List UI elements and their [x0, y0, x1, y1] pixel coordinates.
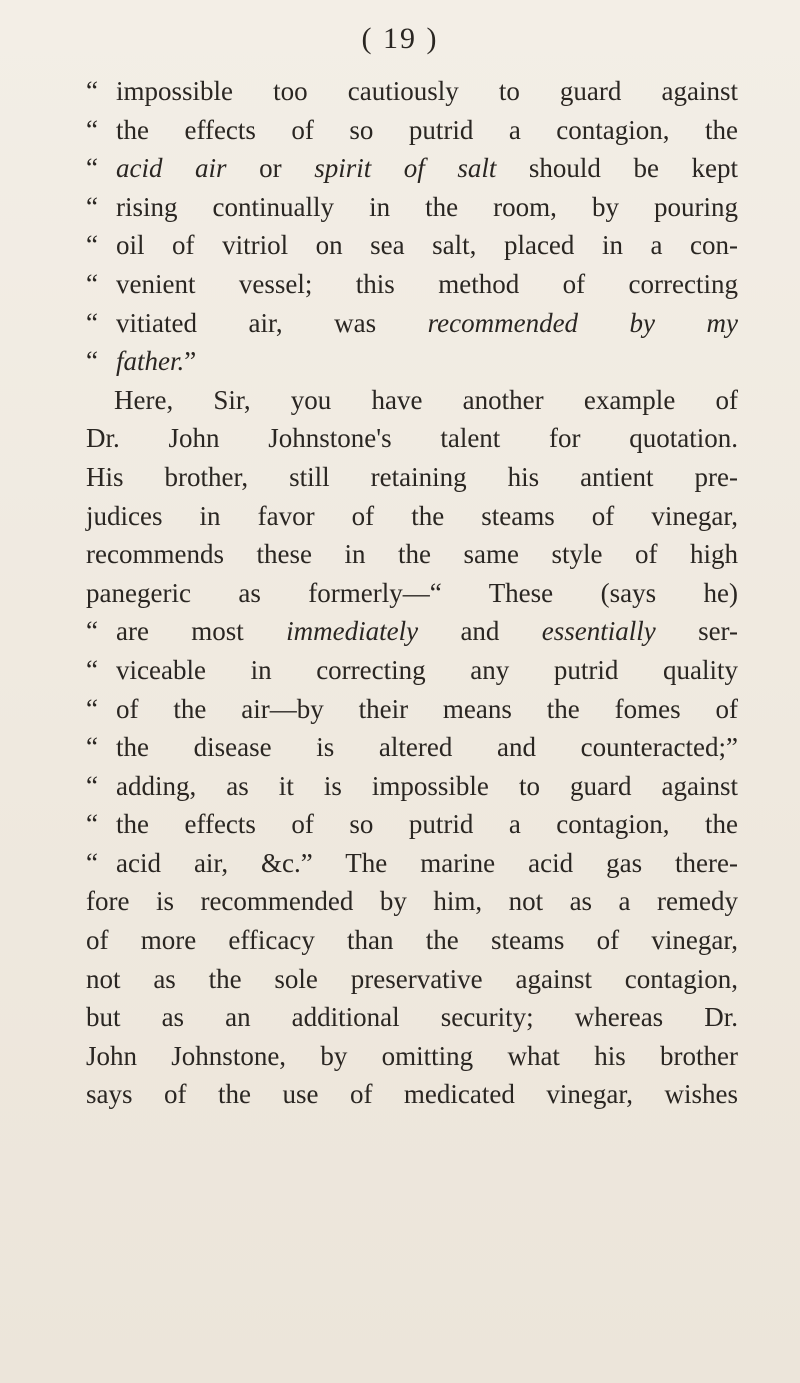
text-line [86, 149, 738, 188]
line-text: father.” [116, 346, 197, 377]
text-line [86, 265, 738, 304]
quote-mark: “ [86, 114, 98, 145]
line-text: the disease is altered and counteracted;” [116, 732, 738, 763]
text-line [86, 728, 738, 767]
line-text: Here, Sir, you have another example of [114, 384, 738, 415]
quote-mark: “ [86, 346, 98, 377]
text-line [86, 651, 738, 690]
line-text: are most immediately and essentially ser- [116, 616, 738, 647]
text-line [86, 921, 738, 960]
quote-mark: “ [86, 809, 98, 840]
text-line [86, 226, 738, 265]
text-line [86, 1075, 738, 1114]
body-text [86, 72, 738, 1114]
text-line [86, 497, 738, 536]
text-line [86, 767, 738, 806]
text-line [86, 188, 738, 227]
quote-mark: “ [86, 230, 98, 261]
text-line [86, 72, 738, 111]
line-text: venient vessel; this method of correcting [116, 268, 738, 299]
text-line [86, 381, 738, 420]
line-text: adding, as it is impossible to guard against [116, 770, 738, 801]
line-text: the effects of so putrid a contagion, the [116, 114, 738, 145]
line-text: of more efficacy than the steams of vinegar, [86, 925, 738, 956]
line-text: of the air—by their means the fomes of [116, 693, 738, 724]
line-text: oil of vitriol on sea salt, placed in a con- [116, 230, 738, 261]
text-line [86, 574, 738, 613]
quote-mark: “ [86, 616, 98, 647]
line-text: fore is recommended by him, not as a remedy [86, 886, 738, 917]
text-line [86, 844, 738, 883]
quote-mark: “ [86, 770, 98, 801]
line-text: impossible too cautiously to guard against [116, 76, 738, 106]
page-number: ( 19 ) [361, 22, 439, 55]
line-text: but as an additional security; whereas Dr. [86, 1002, 738, 1033]
text-line [86, 419, 738, 458]
quote-mark: “ [86, 847, 98, 878]
line-text: acid air or spirit of salt should be kept [116, 153, 739, 184]
line-text: rising continually in the room, by pouring [116, 191, 738, 222]
text-line [86, 535, 738, 574]
line-text: acid air, &c.” The marine acid gas there- [116, 847, 738, 878]
quote-mark: “ [86, 654, 98, 685]
quote-mark: “ [86, 153, 98, 184]
quote-mark: “ [86, 191, 98, 222]
text-line [86, 960, 738, 999]
line-text: His brother, still retaining his antient pre- [86, 461, 738, 492]
quote-mark: “ [86, 732, 98, 763]
text-line [86, 111, 738, 150]
quote-mark: “ [86, 76, 98, 106]
line-text: not as the sole preservative against contagion, [86, 963, 738, 994]
text-line [86, 690, 738, 729]
line-text: viceable in correcting any putrid quality [116, 654, 738, 685]
text-line [86, 805, 738, 844]
quote-mark: “ [86, 268, 98, 299]
text-line [86, 304, 738, 343]
text-line [86, 342, 738, 381]
text-line [86, 998, 738, 1037]
line-text: says of the use of medicated vinegar, wishes [86, 1079, 738, 1110]
text-line [86, 882, 738, 921]
line-text: vitiated air, was recommended by my [116, 307, 739, 338]
line-text: Dr. John Johnstone's talent for quotation. [86, 423, 738, 454]
quote-mark: “ [86, 693, 98, 724]
line-text: recommends these in the same style of high [86, 539, 738, 570]
line-text: judices in favor of the steams of vinegar, [86, 500, 738, 531]
text-line [86, 458, 738, 497]
text-line [86, 1037, 738, 1076]
quote-mark: “ [86, 307, 98, 338]
line-text: the effects of so putrid a contagion, the [116, 809, 738, 840]
line-text: John Johnstone, by omitting what his brother [86, 1040, 738, 1071]
line-text: panegeric as formerly—“ These (says he) [86, 577, 738, 608]
text-line [86, 612, 738, 651]
